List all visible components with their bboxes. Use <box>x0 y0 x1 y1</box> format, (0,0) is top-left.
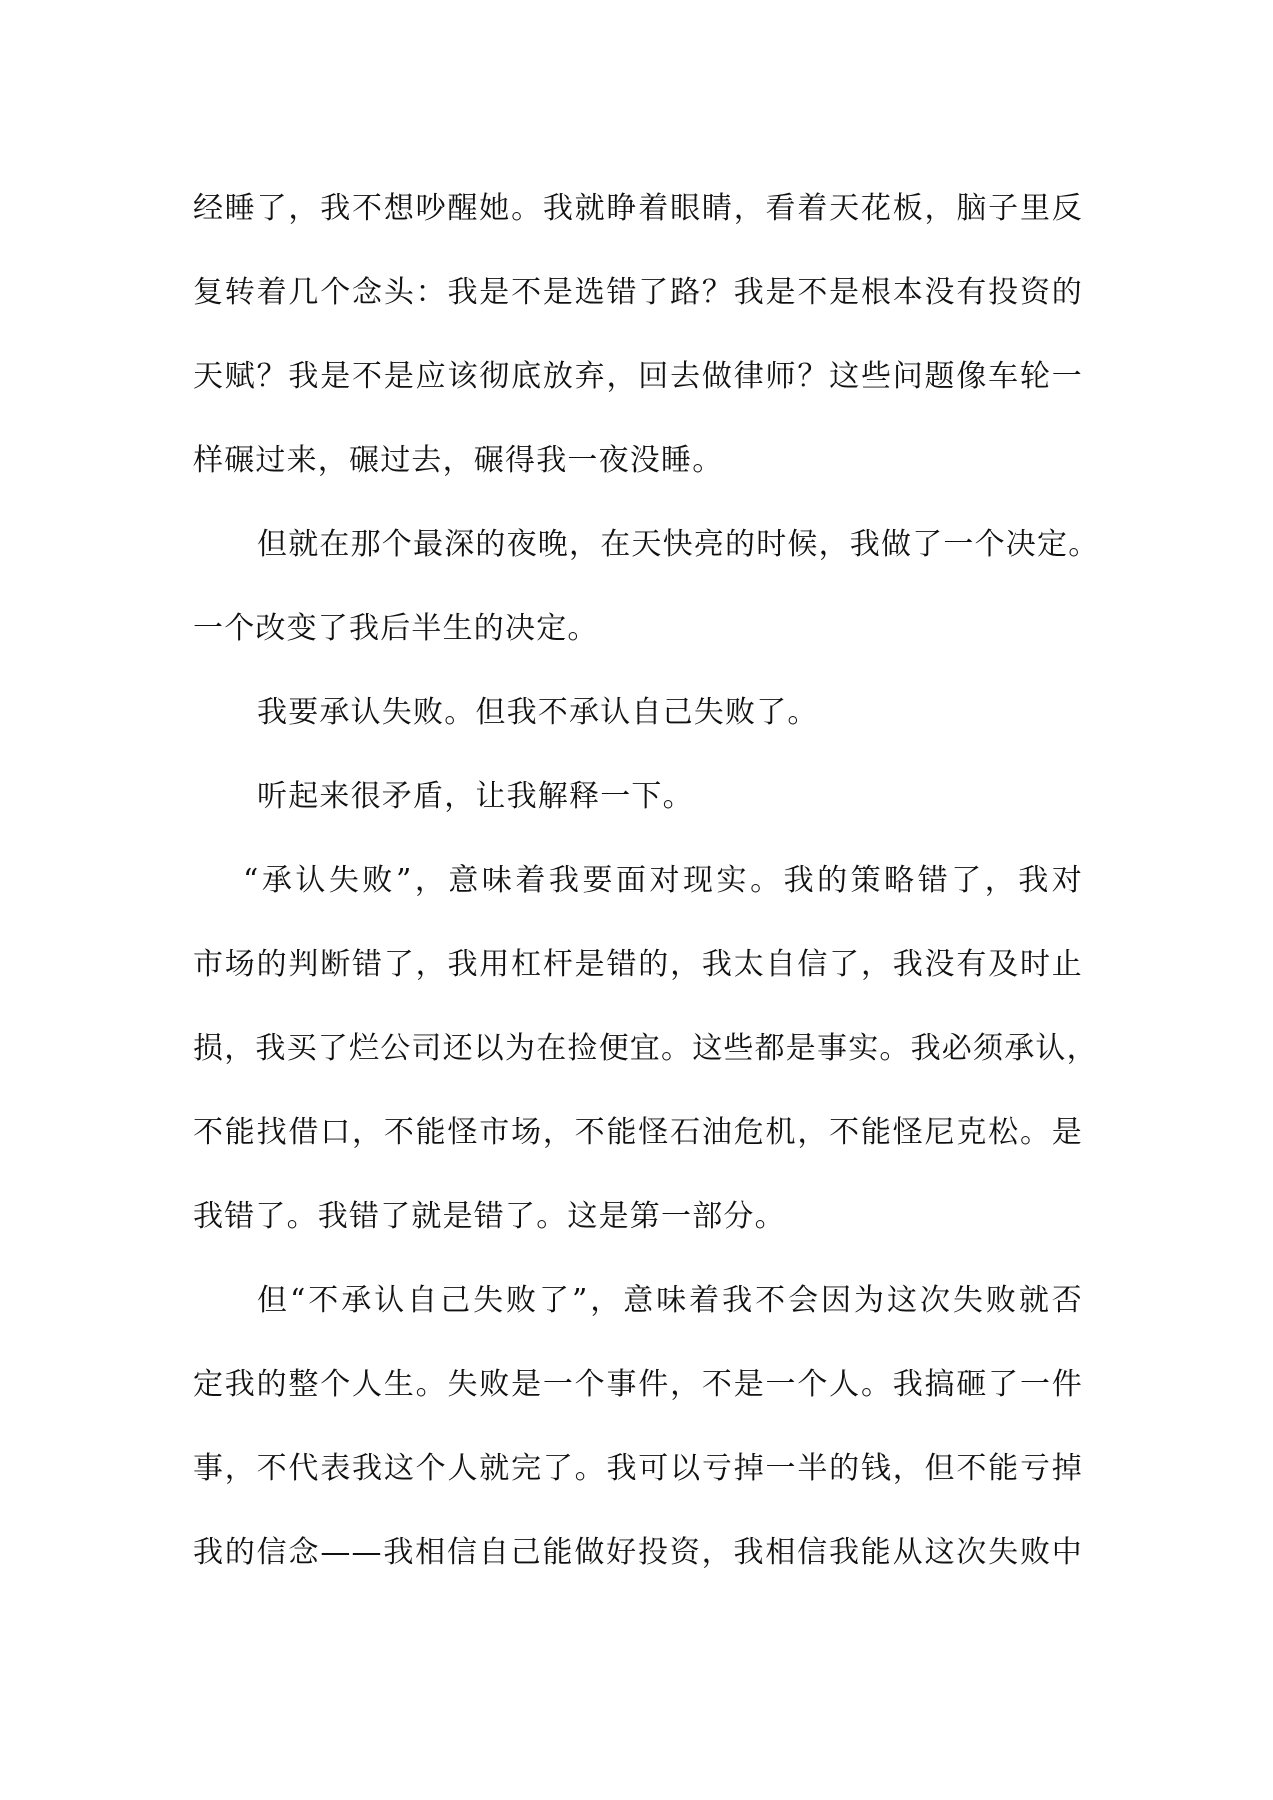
body-text <box>193 167 1100 1595</box>
text-line: 我错了。我错了就是错了。这是第一部分。 <box>193 1199 786 1234</box>
text-line: 定我的整个人生。失败是一个事件，不是一个人。我搞砸了一件 <box>193 1367 1083 1402</box>
text-line: 损，我买了烂公司还以为在捡便宜。这些都是事实。我必须承认， <box>193 1031 1098 1066</box>
text-line: 市场的判断错了，我用杠杆是错的，我太自信了，我没有及时止 <box>193 947 1083 982</box>
text-line: 一个改变了我后半生的决定。 <box>193 611 599 646</box>
text-line: 复转着几个念头：我是不是选错了路？我是不是根本没有投资的 <box>193 275 1083 310</box>
paragraph-start-line: 但就在那个最深的夜晚，在天快亮的时候，我做了一个决定。 <box>257 527 1100 562</box>
text-line: 事，不代表我这个人就完了。我可以亏掉一半的钱，但不能亏掉 <box>193 1451 1083 1486</box>
text-line: 我的信念——我相信自己能做好投资，我相信我能从这次失败中 <box>193 1535 1083 1570</box>
text-line: 不能找借口，不能怪市场，不能怪石油危机，不能怪尼克松。是 <box>193 1115 1083 1150</box>
paragraph-start-line: 但“不承认自己失败了”，意味着我不会因为这次失败就否 <box>257 1283 1083 1318</box>
text-line: 经睡了，我不想吵醒她。我就睁着眼睛，看着天花板，脑子里反 <box>193 191 1083 226</box>
text-line: 样碾过来，碾过去，碾得我一夜没睡。 <box>193 443 724 478</box>
paragraph-start-line: 听起来很矛盾，让我解释一下。 <box>257 779 694 814</box>
paragraph-start-line: “承认失败”，意味着我要面对现实。我的策略错了，我对 <box>243 863 1083 898</box>
text-line: 天赋？我是不是应该彻底放弃，回去做律师？这些问题像车轮一 <box>193 359 1083 394</box>
paragraph-start-line: 我要承认失败。但我不承认自己失败了。 <box>257 695 819 730</box>
